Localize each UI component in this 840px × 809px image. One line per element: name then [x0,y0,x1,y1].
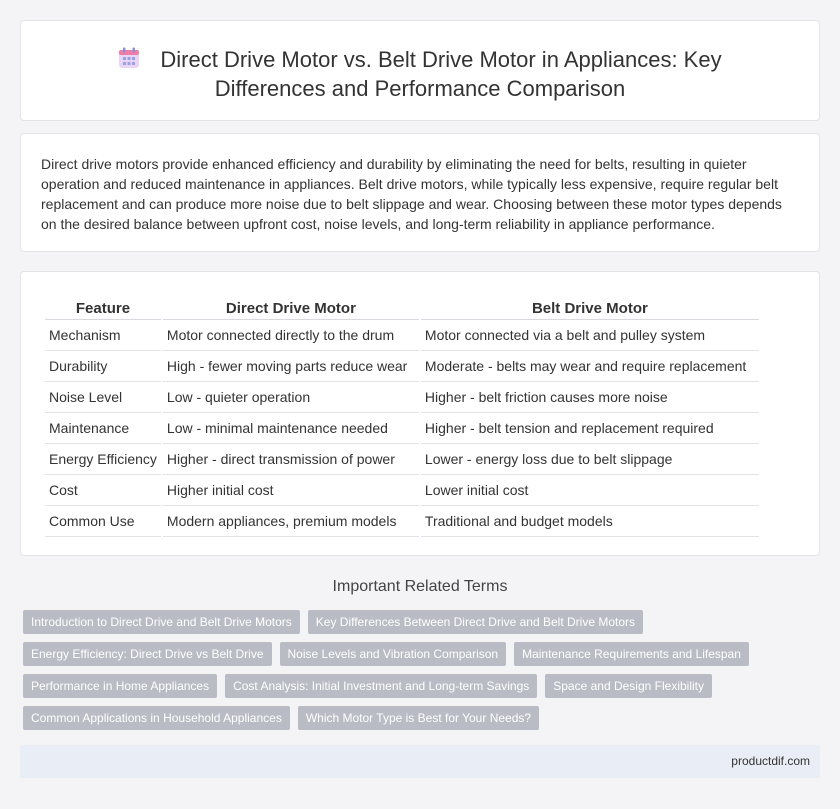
tag-row [23,610,823,642]
cell-direct-drive: Modern appliances, premium models [163,506,419,537]
related-term-link[interactable]: Energy Efficiency: Direct Drive vs Belt Drive [23,642,272,666]
intro-paragraph: Direct drive motors provide enhanced efficiency and durability by eliminating the need for belts, resulting in quieter operation and reduced maintenance in appliances. Belt drive motors, while typically less expensive, require regular belt replacement and can produce more noise due to belt slippage and wear. Choosing between these motor types depends on the desired balance between upfront cost, noise levels, and long-term reliability in appliance performance. [41,156,782,232]
table-row [45,351,759,382]
footer [20,745,820,778]
page-title [21,45,819,103]
page-title-text-1: Direct Drive Motor vs. Belt Drive Motor in Appliances: Key [160,47,722,72]
related-term-link[interactable]: Space and Design Flexibility [545,674,712,698]
related-term-link[interactable]: Key Differences Between Direct Drive and Belt Drive Motors [308,610,643,634]
cell-belt-drive: Moderate - belts may wear and require replacement [421,351,759,382]
page-title-line-2: Differences and Performance Comparison [214,76,626,101]
related-term-link[interactable]: Which Motor Type is Best for Your Needs? [298,706,539,730]
table-row [45,444,759,475]
cell-direct-drive: Low - minimal maintenance needed [163,413,419,444]
cell-feature: Common Use [45,506,161,537]
cell-direct-drive: Motor connected directly to the drum [163,320,419,351]
related-term-link[interactable]: Common Applications in Household Appliances [23,706,290,730]
cell-belt-drive: Higher - belt friction causes more noise [421,382,759,413]
calendar-icon [118,47,140,69]
cell-feature: Durability [45,351,161,382]
cell-feature: Noise Level [45,382,161,413]
cell-direct-drive: Higher - direct transmission of power [163,444,419,475]
table-row [45,382,759,413]
comparison-table [43,292,761,537]
related-term-link[interactable]: Cost Analysis: Initial Investment and Long-term Savings [225,674,537,698]
footer-site-link[interactable]: productdif.com [731,754,810,768]
table-row [45,506,759,537]
cell-belt-drive: Traditional and budget models [421,506,759,537]
cell-belt-drive: Lower - energy loss due to belt slippage [421,444,759,475]
table-row [45,320,759,351]
header-direct-drive: Direct Drive Motor [163,292,419,320]
cell-direct-drive: Low - quieter operation [163,382,419,413]
cell-direct-drive: Higher initial cost [163,475,419,506]
related-term-link[interactable]: Noise Levels and Vibration Comparison [280,642,507,666]
table-header-row [45,292,759,320]
cell-feature: Maintenance [45,413,161,444]
table-row [45,475,759,506]
related-terms-heading: Important Related Terms [332,578,508,595]
tag-row [23,642,823,674]
table-row [45,413,759,444]
cell-belt-drive: Lower initial cost [421,475,759,506]
tag-row [23,706,823,738]
cell-belt-drive: Motor connected via a belt and pulley system [421,320,759,351]
cell-feature: Cost [45,475,161,506]
related-term-link[interactable]: Performance in Home Appliances [23,674,217,698]
related-terms-list [23,610,823,738]
tag-row [23,674,823,706]
related-term-link[interactable]: Introduction to Direct Drive and Belt Drive Motors [23,610,300,634]
page-title-line-1 [21,45,819,74]
related-term-link[interactable]: Maintenance Requirements and Lifespan [514,642,749,666]
intro-card [20,133,820,252]
comparison-table-card [20,271,820,556]
cell-direct-drive: High - fewer moving parts reduce wear [163,351,419,382]
title-card [20,20,820,121]
header-feature: Feature [45,292,161,320]
cell-feature: Mechanism [45,320,161,351]
header-belt-drive: Belt Drive Motor [421,292,759,320]
cell-feature: Energy Efficiency [45,444,161,475]
cell-belt-drive: Higher - belt tension and replacement required [421,413,759,444]
